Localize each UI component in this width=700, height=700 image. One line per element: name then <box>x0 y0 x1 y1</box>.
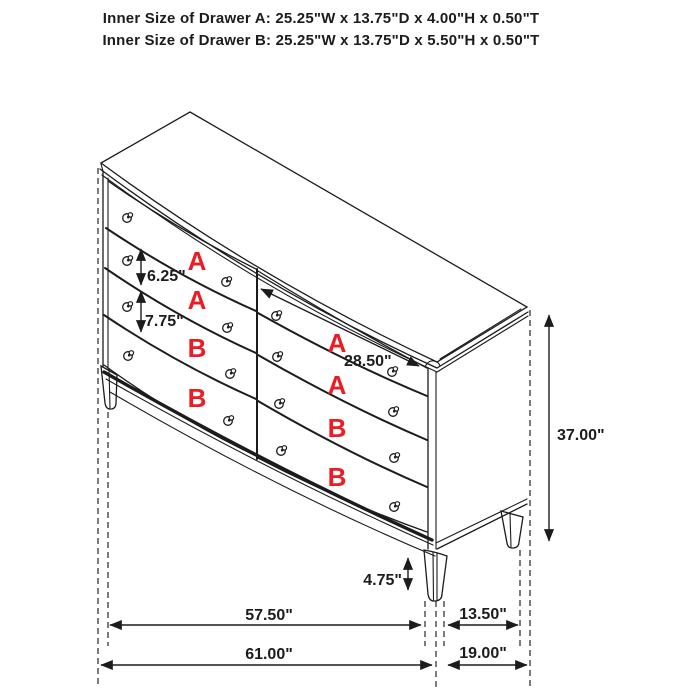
dimension-value: 37.00" <box>557 427 605 444</box>
knob-icon <box>123 302 133 312</box>
dimension-overall-depth <box>448 645 527 665</box>
knob-icon <box>123 213 133 223</box>
drawer-label: A <box>187 246 207 276</box>
knob-icon <box>224 416 234 426</box>
dimension-front-leg-span <box>110 607 421 625</box>
dimension-value: 61.00" <box>245 646 293 663</box>
dimension-overall-height <box>549 315 605 541</box>
knob-icon <box>273 352 283 362</box>
dimension-value: 6.25" <box>147 268 186 285</box>
drawer-label: B <box>187 383 207 413</box>
drawer-label: A <box>327 370 347 400</box>
dimension-side-leg-span <box>448 606 518 625</box>
front-right-leg-shape <box>424 550 447 601</box>
apron-bottom-curve <box>110 392 435 556</box>
knob-icon <box>123 256 133 266</box>
dimension-value: 57.50" <box>245 607 293 624</box>
knob-icon <box>124 351 134 361</box>
drawer-label: B <box>327 462 347 492</box>
knob-icon <box>390 502 400 512</box>
dimension-value: 13.50" <box>459 606 507 623</box>
drawer-label: A <box>327 328 347 358</box>
dimension-value: 7.75" <box>145 313 184 330</box>
dimension-value: 28.50" <box>344 353 392 370</box>
knob-icon <box>272 311 282 321</box>
dresser-outline <box>100 112 528 601</box>
knob-icon <box>226 369 236 379</box>
front-right-leg <box>424 550 447 601</box>
knob-icon <box>223 323 233 333</box>
knob-icon <box>389 407 399 417</box>
drawer-label: B <box>187 333 207 363</box>
dimension-leg-height <box>363 558 408 590</box>
knob-icon <box>222 277 232 287</box>
front-right-leg-edge-1 <box>433 552 434 600</box>
knob-icon <box>277 446 287 456</box>
rear-right-leg <box>501 511 523 548</box>
dimension-value: 19.00" <box>459 645 507 662</box>
knob-icon <box>275 399 285 409</box>
drawer-b-inner-size-text: Inner Size of Drawer B: 25.25"W x 13.75"D x 5.50"H x 0.50"T <box>102 32 540 49</box>
drawer-label: A <box>187 285 207 315</box>
drawer-label: B <box>327 413 347 443</box>
dimension-drawer-b-height <box>141 291 184 332</box>
dimension-value: 4.75" <box>363 572 402 589</box>
drawer-a-inner-size-text: Inner Size of Drawer A: 25.25"W x 13.75"D x 4.00"H x 0.50"T <box>102 10 540 27</box>
knob-icon <box>390 453 400 463</box>
rear-right-leg-shape <box>501 511 523 548</box>
dimension-overall-width <box>101 646 432 665</box>
